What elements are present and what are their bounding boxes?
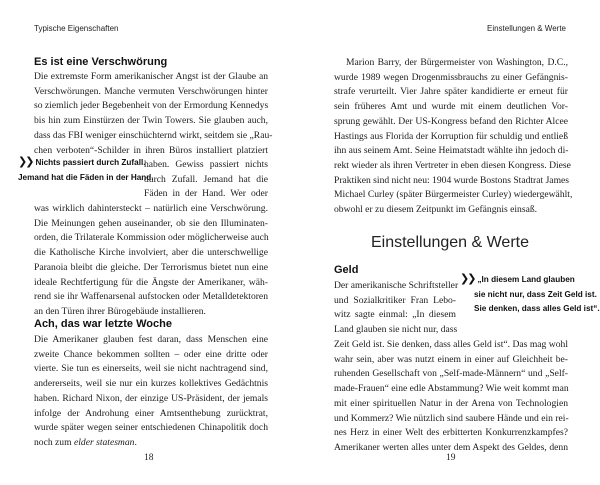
text-line: andererseits, weil sie nur ein kurzes kollektives Gedächtnis — [34, 378, 268, 390]
text-line: Der amerikanische Schriftsteller — [334, 280, 459, 291]
text-line: bis hin zum Einstürzen der Twin Towers. Sie glauben auch, — [34, 115, 268, 127]
pull-quote-line: ❯❯ Nichts passiert durch Zufall. — [18, 156, 146, 168]
text-line: strafe verurteilt. Vier Jahre später kandidierte er erneut für — [334, 86, 568, 98]
text-line: Die Meinungen gehen auseinander, ob sie den Illuminaten- — [34, 217, 268, 229]
text-line: Michael Curley (später Bürgermeister Curley) wiedergewählt, — [334, 189, 573, 201]
page-number-right: 19 — [446, 453, 456, 463]
text-line: ihn aus seinem Amt. Seine Heimatstadt wählte ihn jedoch di- — [334, 145, 569, 157]
pull-quote-line: Sie denken, dass alles Geld ist“. — [474, 304, 600, 313]
text-line: Marion Barry, der Bürgermeister von Washington, D.C., — [346, 57, 568, 68]
text-line: Hastings aus Florida der Korruption für schuldig und entließ — [334, 130, 568, 142]
text-line: Paranoia bleibt die gleiche. Der Terrorismus bietet nun eine — [34, 261, 268, 273]
text-line: wurde 1989 wegen Drogenmissbrauchs zu einer Gefängnis- — [334, 71, 568, 83]
text-line: durch Zufall. Jemand hat die — [144, 173, 268, 185]
text-line: Praktiken sind nicht neu: 1904 wurde Bostons Stadtrat James — [334, 174, 570, 186]
text-line: chen verboten“-Schilder in ihren Büros installiert platziert — [34, 144, 268, 156]
section-heading-verschwoerung: Es ist eine Verschwörung — [34, 56, 168, 68]
pull-quote-right — [460, 272, 600, 317]
page-number-left: 18 — [144, 453, 154, 463]
section-heading-geld: Geld — [334, 264, 359, 276]
text-line: dass das FBI weniger einschüchternd wirkt, seitdem sie „Rau- — [34, 129, 273, 141]
text-line: orden, die Trilaterale Kommission oder möglicherweise auch — [34, 232, 269, 244]
text-line: Fäden in der Hand. Wer oder — [144, 188, 268, 200]
text-line: rekt wieder als ihren Vertreter in eben diesen Kongress. Diese — [334, 159, 571, 171]
text-line: obwohl er zu diesem Zeitpunkt im Gefängnis einsaß. — [334, 204, 538, 216]
text-line: Zeit Geld ist. Sie denken, dass alles Geld ist“. Das mag wohl — [334, 339, 568, 350]
double-chevron-icon: ❯❯ — [460, 273, 475, 285]
text-line: so ziemlich jeder Begebenheit von der Ermordung Kennedys — [34, 100, 269, 112]
text-line: nes Herz in einer Welt des erbitterten Konkurrenzkampfes? — [334, 427, 568, 439]
paragraph-verschwoerung-narrow — [144, 158, 268, 202]
text-line: sein früheres Amt und wurde mit einem deutlichen Vor- — [334, 101, 568, 113]
italic-term: elder statesman — [73, 436, 135, 448]
text-line: made-Frauen“ eine edle Abstammung? Wie weit kommt man — [334, 383, 569, 395]
text-line: infolge der Androhung einer Amtsenthebung zurücktrat, — [34, 407, 268, 419]
running-head-left: Typische Eigenschaften — [34, 24, 119, 33]
text-line: und Kommerz? Wie nützlich sind saubere Hände und ein rei- — [334, 412, 569, 424]
paragraph-letzte-woche — [34, 333, 268, 451]
right-page — [300, 0, 600, 485]
text-line: wahr sein, aber was nutzt einem in einer auf Gleichheit be- — [334, 353, 568, 365]
text-line: Land glauben sie nicht nur, dass — [334, 324, 458, 336]
pull-quote-left — [18, 155, 154, 185]
paragraph-geld-bottom — [334, 338, 568, 456]
section-heading-letzte-woche: Ach, das war letzte Woche — [34, 318, 172, 330]
text-line: die Katholische Kirche involviert, aber die unterschwellige — [34, 247, 268, 259]
text-line: wurde später wegen seiner entschiedenen Chinapolitik doch — [34, 422, 268, 434]
paragraph-verschwoerung-top — [34, 70, 273, 158]
text-line: sprung gewählt. Der US-Kongress befand den Richter Alcee — [334, 115, 568, 127]
text-line: und Sozialkritiker Fran Lebo- — [334, 294, 456, 306]
chapter-title: Einstellungen & Werte — [370, 234, 529, 251]
text-line: rend sie ihr Waffenarsenal aufstocken oder Metalldetektoren — [34, 291, 268, 303]
pull-quote-line: ❯❯ „In diesem Land glauben — [460, 273, 575, 285]
text-line: Verschwörungen. Manche vermuten Verschwörungen hinter — [34, 85, 268, 97]
text-line: mit einer spirituellen Natur in der Arena von Technologien — [334, 397, 568, 409]
text-line: zweite Chance bekommen sollten – oder eine dritte oder — [34, 348, 268, 360]
text-line: vierte. Sie tun es einerseits, weil sie nicht nachtragend sind, — [34, 363, 268, 375]
paragraph-verschwoerung-bottom — [34, 202, 268, 320]
text-line: ruhenden Gesellschaft von „Self-made-Männern“ und „Self- — [334, 368, 568, 380]
pull-quote-line: sie nicht nur, dass Zeit Geld ist. — [474, 289, 597, 299]
running-head-right: Einstellungen & Werte — [486, 24, 566, 33]
text-line: haben. Richard Nixon, der einzige US-Präsident, der jemals — [34, 392, 268, 404]
text-line: Die Amerikaner glauben fest daran, dass Menschen eine — [34, 334, 268, 345]
pull-quote-line: Jemand hat die Fäden in der Hand. — [18, 172, 154, 182]
text-line: Die extremste Form amerikanischer Angst ist der Glaube an — [34, 71, 268, 82]
double-chevron-icon: ❯❯ — [18, 156, 33, 168]
text-line: noch zum elder statesman. — [34, 436, 137, 448]
text-line: ideale Rechtfertigung für die Ängste der Amerikaner, wäh- — [34, 276, 268, 288]
paragraph-barry — [334, 56, 573, 218]
paragraph-geld-narrow — [334, 279, 459, 338]
text-line: was wirklich dahintersteckt – natürlich eine Verschwörung. — [34, 203, 268, 214]
text-line: an den Türen ihrer Bürogebäude installieren. — [34, 305, 206, 317]
text-line: Amerikaner werten alles unter dem Aspekt des Geldes, denn — [334, 441, 568, 453]
text-line: witz sagte einmal: „In diesem — [334, 309, 456, 321]
text-line: haben. Gewiss passiert nichts — [144, 159, 268, 170]
